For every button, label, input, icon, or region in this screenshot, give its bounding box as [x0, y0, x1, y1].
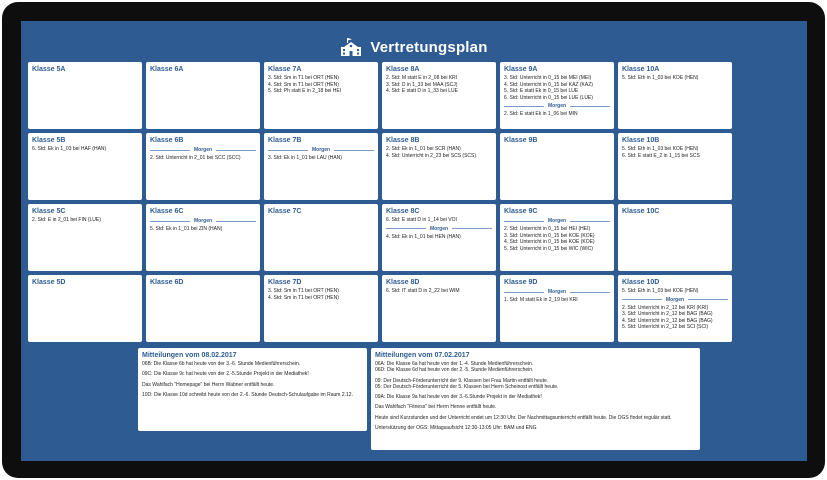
substitution-entry: 2. Std: Ek in 1_01 bei SCR (HAN) [386, 146, 461, 152]
message-line: Unterstützung der OGS: Mittagsaufsicht 12:30-13:05 Uhr: BAM und ENG [375, 425, 537, 432]
message-line: Das Wahlfach "Fitness" bei Herrn Henne entfällt heute. [375, 404, 497, 411]
message-panel [371, 348, 700, 450]
morgen-divider: Morgen [504, 289, 610, 295]
message-panel [138, 348, 367, 431]
substitution-entry: 4. Std: Unterricht in 0_15 bei KAZ (KAZ) [504, 81, 593, 88]
class-title: Klasse 7A [268, 66, 302, 73]
class-card [382, 62, 496, 129]
substitution-entry-tomorrow: 5. Std: Unterricht in 0_15 bei WIC (WIC) [504, 245, 593, 252]
class-card [28, 204, 142, 271]
class-card [500, 275, 614, 342]
message-line: 09A: Die Klasse 9a hat heute von der 3.-6.Stunde Projekt in der Mediathek! [375, 394, 542, 401]
message-line: 05: Der Deutsch-Förderunterricht der 5. Klassen bei Herrn Scheinost entfällt heute. [375, 383, 559, 390]
substitution-entry: 5. Std: Eth in 1_03 bei KOE (HEN) [622, 75, 699, 81]
substitution-entry: 5. Std: Ph statt E in 2_18 bei HEI [268, 88, 342, 95]
morgen-divider: Morgen [622, 297, 728, 303]
substitution-entry: 6. Std: IT statt D in 2_22 bei WIM [386, 288, 460, 294]
substitution-entry-tomorrow: 5. Std: Ek in 1_01 bei ZIN (HAN) [150, 226, 223, 232]
substitution-entry: 5. Std: E statt Ek in 0_15 bei LUE [504, 88, 579, 95]
substitution-entry-tomorrow: 5. Std: Unterricht in 2_12 bei SCI (SCI) [622, 324, 709, 331]
class-card [500, 62, 614, 129]
class-title: Klasse 8A [386, 66, 420, 73]
class-card [146, 133, 260, 200]
substitution-entry: 6. Std: E statt D in 1_14 bei VOI [386, 217, 457, 223]
substitution-entry: 5. Std: Eth in 1_03 bei KOE (HEN) [622, 146, 699, 152]
class-title: Klasse 9D [504, 279, 538, 286]
class-card [264, 133, 378, 200]
substitution-entry: 4. Std: Sm in T1 bei ORT (HEN) [268, 294, 339, 301]
substitution-entry: 3. Std: D in 1_33 bei MAA (SCJ) [386, 81, 458, 88]
class-card [264, 62, 378, 129]
substitution-entry: 6. Std: Ek in 1_03 bei HAF (HAN) [32, 146, 107, 152]
message-line: Heute sind Kurzstunden und der Unterricht endet um 12:30 Uhr. Der Nachmittagsunterricht entfällt heute. Die OGS findet regulär statt. [375, 414, 672, 421]
message-line: 09: Der Deutsch-Förderunterricht der 9. Klassen bei Frau Martin entfällt heute. [375, 377, 549, 384]
morgen-divider: Morgen [268, 147, 374, 153]
substitution-entry-tomorrow: 2. Std: E statt Ek in 1_06 bei MIN [504, 111, 578, 118]
class-card [146, 275, 260, 342]
messages-area [138, 348, 700, 450]
class-card [618, 133, 732, 200]
morgen-divider: Morgen [504, 218, 610, 224]
class-card [382, 204, 496, 271]
message-title: Mitteilungen vom 07.02.2017 [375, 352, 470, 359]
substitution-entry-tomorrow: 2. Std: Unterricht in 0_15 bei HEI (HEI) [504, 226, 591, 232]
class-card [618, 62, 732, 129]
substitution-entry: 4. Std: Sm in T1 bei ORT (HEN) [268, 81, 339, 88]
class-title: Klasse 6B [150, 137, 184, 144]
class-card [28, 133, 142, 200]
class-title: Klasse 5C [32, 208, 66, 215]
message-line: 06D: Die Klasse 6d hat heute von der 2.-5. Stunde Medienführerschein. [375, 367, 534, 374]
substitution-entry-tomorrow: 4. Std: Unterricht in 2_12 bei BAG (BAG) [622, 317, 713, 324]
class-card [500, 133, 614, 200]
message-line: 06B: Die Klasse 6b hat heute von der 3.-6. Stunde Medienführerschein. [142, 361, 301, 367]
morgen-divider: Morgen [504, 103, 610, 109]
message-line: Das Wahlfach "Homepage" bei Herrn Wabner entfällt heute. [142, 381, 275, 388]
substitution-entry-tomorrow: 2. Std: Unterricht in 2_12 bei KRI (KRI) [622, 304, 709, 311]
substitution-entry-tomorrow: 3. Std: Ek in 1_01 bei LAU (HAN) [268, 155, 342, 161]
class-card [382, 133, 496, 200]
class-title: Klasse 6D [150, 279, 184, 286]
message-title: Mitteilungen vom 08.02.2017 [142, 352, 237, 359]
class-title: Klasse 5B [32, 137, 66, 144]
class-title: Klasse 6C [150, 208, 184, 215]
substitution-entry-tomorrow: 3. Std: Unterricht in 2_12 bei BAG (BAG) [622, 311, 713, 318]
class-title: Klasse 8B [386, 137, 420, 144]
class-title: Klasse 5A [32, 66, 66, 73]
class-card [264, 204, 378, 271]
class-title: Klasse 8D [386, 279, 420, 286]
class-card [618, 275, 732, 342]
class-title: Klasse 7C [268, 208, 302, 215]
vertretungsplan-screen [21, 21, 807, 461]
substitution-entry-tomorrow: 4. Std: Unterricht in 0_15 bei KOE (KOE) [504, 239, 595, 246]
substitution-entry: 2. Std: E in 2_01 bei FIN (LUE) [32, 217, 101, 223]
class-title: Klasse 9B [504, 137, 538, 144]
substitution-entry: 3. Std: Sm in T1 bei ORT (HEN) [268, 288, 339, 294]
class-card [382, 275, 496, 342]
substitution-entry: 2. Std: M statt E in 2_08 bei KRI [386, 75, 458, 81]
substitution-entry: 5. Std: Eth in 1_03 bei KOE (HEN) [622, 288, 699, 294]
substitution-entry: 3. Std: Unterricht in 0_15 bei MEI (MEI) [504, 75, 592, 81]
class-title: Klasse 10B [622, 137, 660, 144]
class-title: Klasse 9A [504, 66, 538, 73]
school-building-icon [340, 37, 362, 57]
substitution-entry-tomorrow: 4. Std: Ek in 1_01 bei HEN (HAN) [386, 233, 461, 240]
class-card [146, 62, 260, 129]
class-grid [28, 62, 802, 342]
message-line: 10D: Die Klasse 10d schreibt heute von der 2.-6. Stunde Deutsch-Schulaufgabe im Raum 2.12. [142, 391, 353, 398]
class-card [28, 275, 142, 342]
class-card [500, 204, 614, 271]
message-line: 09C: Die Klasse 9c hat heute von der 2.-5.Stunde Projekt in der Mediathek! [142, 371, 309, 378]
class-card [618, 204, 732, 271]
class-title: Klasse 7B [268, 137, 302, 144]
class-title: Klasse 7D [268, 279, 302, 286]
substitution-entry: 4. Std: Unterricht in 2_23 bei SCS (SCS) [386, 152, 477, 159]
class-title: Klasse 8C [386, 208, 420, 215]
page-header [21, 33, 807, 61]
substitution-entry: 4. Std: E statt D in 1_33 bei LUE [386, 88, 458, 95]
class-card [264, 275, 378, 342]
message-line: 06A: Die Klasse 6a hat heute von der 1.-4. Stunde Medienführerschein. [375, 361, 534, 367]
substitution-entry: 6. Std: Unterricht in 0_15 bei LUE (LUE) [504, 94, 593, 101]
monitor-bezel [2, 2, 825, 478]
morgen-divider: Morgen [150, 218, 256, 224]
class-title: Klasse 5D [32, 279, 66, 286]
class-title: Klasse 10C [622, 208, 660, 215]
substitution-entry-tomorrow: 3. Std: Unterricht in 0_15 bei KOE (KOE) [504, 232, 595, 239]
class-title: Klasse 10A [622, 66, 660, 73]
class-title: Klasse 10D [622, 279, 660, 286]
class-card [146, 204, 260, 271]
class-title: Klasse 9C [504, 208, 538, 215]
class-title: Klasse 6A [150, 66, 184, 73]
substitution-entry: 3. Std: Sm in T1 bei ORT (HEN) [268, 75, 339, 81]
substitution-entry-tomorrow: 2. Std: Unterricht in 2_01 bei SCC (SCC) [150, 155, 241, 161]
class-card [28, 62, 142, 129]
morgen-divider: Morgen [386, 226, 492, 232]
substitution-entry-tomorrow: 1. Std: M statt Ek in 2_19 bei KRI [504, 297, 578, 303]
morgen-divider: Morgen [150, 147, 256, 153]
substitution-entry: 6. Std: E statt E_2 in 1_15 bei SCS [622, 152, 700, 159]
page-title: Vertretungsplan [370, 38, 488, 56]
